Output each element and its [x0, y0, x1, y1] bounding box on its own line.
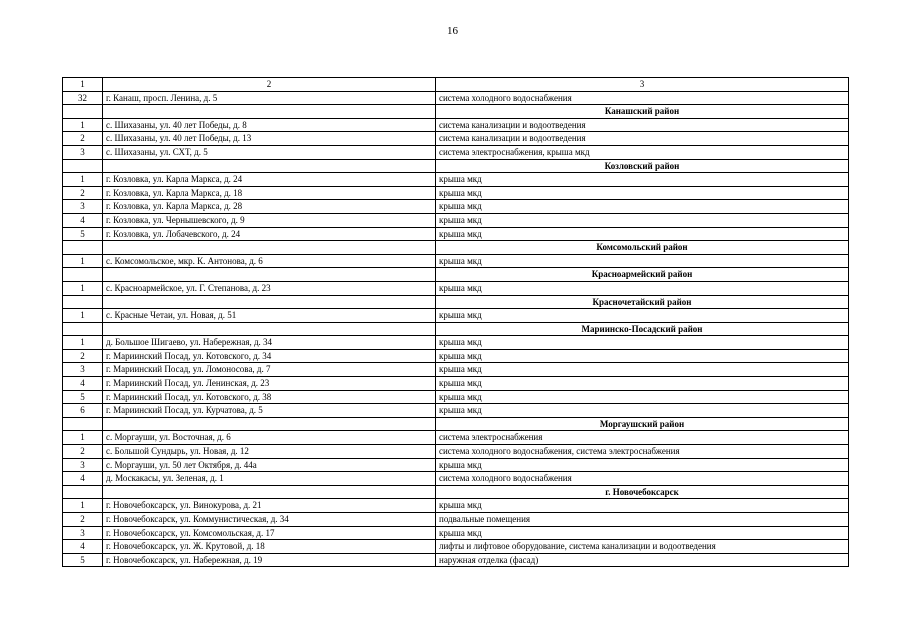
row-number: 2 [63, 349, 103, 363]
table-row [63, 118, 849, 132]
row-number: 32 [63, 91, 103, 105]
table-row [63, 173, 849, 187]
column-header-system: 3 [436, 78, 849, 92]
district-header-row [63, 159, 849, 173]
row-number: 3 [63, 458, 103, 472]
address-cell: г. Козловка, ул. Карла Маркса, д. 28 [103, 200, 436, 214]
empty-cell [103, 485, 436, 499]
table-header-row [63, 78, 849, 92]
table-row [63, 336, 849, 350]
empty-cell [103, 268, 436, 282]
address-cell: г. Козловка, ул. Чернышевского, д. 9 [103, 213, 436, 227]
table-row [63, 254, 849, 268]
system-cell: крыша мкд [436, 173, 849, 187]
system-cell: система электроснабжения [436, 431, 849, 445]
empty-cell [63, 241, 103, 255]
row-number: 3 [63, 526, 103, 540]
row-number: 1 [63, 173, 103, 187]
address-cell: с. Шихазаны, ул. 40 лет Победы, д. 13 [103, 132, 436, 146]
column-header-number: 1 [63, 78, 103, 92]
table-row [63, 445, 849, 459]
table-row [63, 390, 849, 404]
system-cell: крыша мкд [436, 309, 849, 323]
system-cell: система канализации и водоотведения [436, 118, 849, 132]
empty-cell [63, 105, 103, 119]
table-row [63, 281, 849, 295]
address-cell: с. Шихазаны, ул. 40 лет Победы, д. 8 [103, 118, 436, 132]
table-row [63, 186, 849, 200]
row-number: 3 [63, 363, 103, 377]
page-number: 16 [447, 25, 458, 37]
system-cell: система электроснабжения, крыша мкд [436, 145, 849, 159]
row-number: 1 [63, 431, 103, 445]
row-number: 4 [63, 540, 103, 554]
table-row [63, 513, 849, 527]
address-cell: г. Мариинский Посад, ул. Котовского, д. 38 [103, 390, 436, 404]
table-row [63, 213, 849, 227]
table-row [63, 200, 849, 214]
table-row [63, 499, 849, 513]
district-name: Козловский район [436, 159, 849, 173]
address-cell: г. Мариинский Посад, ул. Курчатова, д. 5 [103, 404, 436, 418]
address-cell: с. Комсомольское, мкр. К. Антонова, д. 6 [103, 254, 436, 268]
system-cell: крыша мкд [436, 336, 849, 350]
table-row [63, 458, 849, 472]
system-cell: крыша мкд [436, 499, 849, 513]
district-name: Моргаушский район [436, 417, 849, 431]
address-cell: г. Канаш, просп. Ленина, д. 5 [103, 91, 436, 105]
empty-cell [103, 159, 436, 173]
facilities-table [62, 77, 849, 567]
district-name: Красночетайский район [436, 295, 849, 309]
address-cell: г. Новочебоксарск, ул. Комсомольская, д. 17 [103, 526, 436, 540]
district-name: Комсомольский район [436, 241, 849, 255]
system-cell: крыша мкд [436, 404, 849, 418]
system-cell: подвальные помещения [436, 513, 849, 527]
district-header-row [63, 417, 849, 431]
row-number: 3 [63, 200, 103, 214]
address-cell: г. Мариинский Посад, ул. Ломоносова, д. 7 [103, 363, 436, 377]
table-row [63, 145, 849, 159]
system-cell: система холодного водоснабжения [436, 472, 849, 486]
district-name: Красноармейский район [436, 268, 849, 282]
system-cell: крыша мкд [436, 254, 849, 268]
table-row [63, 431, 849, 445]
table-row [63, 349, 849, 363]
address-cell: г. Новочебоксарск, ул. Коммунистическая, д. 34 [103, 513, 436, 527]
district-name: г. Новочебоксарск [436, 485, 849, 499]
system-cell: система холодного водоснабжения, система электроснабжения [436, 445, 849, 459]
row-number: 2 [63, 132, 103, 146]
district-header-row [63, 295, 849, 309]
empty-cell [63, 322, 103, 336]
row-number: 4 [63, 472, 103, 486]
table-row [63, 404, 849, 418]
address-cell: г. Мариинский Посад, ул. Ленинская, д. 23 [103, 377, 436, 391]
system-cell: крыша мкд [436, 200, 849, 214]
system-cell: наружная отделка (фасад) [436, 553, 849, 567]
row-number: 2 [63, 186, 103, 200]
address-cell: г. Козловка, ул. Лобачевского, д. 24 [103, 227, 436, 241]
column-header-address: 2 [103, 78, 436, 92]
district-name: Канашский район [436, 105, 849, 119]
address-cell: г. Новочебоксарск, ул. Винокурова, д. 21 [103, 499, 436, 513]
row-number: 6 [63, 404, 103, 418]
row-number: 5 [63, 553, 103, 567]
address-cell: с. Моргауши, ул. Восточная, д. 6 [103, 431, 436, 445]
system-cell: крыша мкд [436, 363, 849, 377]
row-number: 5 [63, 227, 103, 241]
table-row [63, 377, 849, 391]
empty-cell [103, 105, 436, 119]
system-cell: крыша мкд [436, 213, 849, 227]
system-cell: крыша мкд [436, 377, 849, 391]
district-header-row [63, 322, 849, 336]
row-number: 1 [63, 254, 103, 268]
address-cell: д. Большое Шигаево, ул. Набережная, д. 34 [103, 336, 436, 350]
empty-cell [103, 241, 436, 255]
system-cell: крыша мкд [436, 186, 849, 200]
row-number: 5 [63, 390, 103, 404]
row-number: 1 [63, 309, 103, 323]
row-number: 4 [63, 377, 103, 391]
address-cell: г. Мариинский Посад, ул. Котовского, д. 34 [103, 349, 436, 363]
table-body [63, 78, 849, 567]
table-row [63, 472, 849, 486]
empty-cell [103, 417, 436, 431]
address-cell: с. Шихазаны, ул. СХТ, д. 5 [103, 145, 436, 159]
system-cell: система холодного водоснабжения [436, 91, 849, 105]
address-cell: г. Козловка, ул. Карла Маркса, д. 18 [103, 186, 436, 200]
system-cell: крыша мкд [436, 390, 849, 404]
address-cell: с. Моргауши, ул. 50 лет Октября, д. 44а [103, 458, 436, 472]
empty-cell [103, 295, 436, 309]
district-header-row [63, 268, 849, 282]
table-row [63, 91, 849, 105]
system-cell: крыша мкд [436, 526, 849, 540]
table-row [63, 363, 849, 377]
empty-cell [103, 322, 436, 336]
table-row [63, 227, 849, 241]
empty-cell [63, 485, 103, 499]
address-cell: с. Красноармейское, ул. Г. Степанова, д. 23 [103, 281, 436, 295]
district-header-row [63, 485, 849, 499]
row-number: 2 [63, 445, 103, 459]
address-cell: г. Козловка, ул. Карла Маркса, д. 24 [103, 173, 436, 187]
table-row [63, 309, 849, 323]
table-row [63, 132, 849, 146]
system-cell: система канализации и водоотведения [436, 132, 849, 146]
empty-cell [63, 268, 103, 282]
district-header-row [63, 105, 849, 119]
address-cell: с. Большой Сундырь, ул. Новая, д. 12 [103, 445, 436, 459]
system-cell: крыша мкд [436, 349, 849, 363]
address-cell: г. Новочебоксарск, ул. Ж. Крутовой, д. 18 [103, 540, 436, 554]
address-cell: д. Москакасы, ул. Зеленая, д. 1 [103, 472, 436, 486]
row-number: 3 [63, 145, 103, 159]
system-cell: крыша мкд [436, 227, 849, 241]
empty-cell [63, 295, 103, 309]
system-cell: крыша мкд [436, 458, 849, 472]
address-cell: г. Новочебоксарск, ул. Набережная, д. 19 [103, 553, 436, 567]
row-number: 2 [63, 513, 103, 527]
system-cell: лифты и лифтовое оборудование, система канализации и водоотведения [436, 540, 849, 554]
row-number: 1 [63, 499, 103, 513]
row-number: 4 [63, 213, 103, 227]
empty-cell [63, 417, 103, 431]
table-row [63, 540, 849, 554]
address-cell: с. Красные Четаи, ул. Новая, д. 51 [103, 309, 436, 323]
table-row [63, 553, 849, 567]
district-header-row [63, 241, 849, 255]
empty-cell [63, 159, 103, 173]
row-number: 1 [63, 336, 103, 350]
table-row [63, 526, 849, 540]
row-number: 1 [63, 281, 103, 295]
district-name: Мариинско-Посадский район [436, 322, 849, 336]
system-cell: крыша мкд [436, 281, 849, 295]
row-number: 1 [63, 118, 103, 132]
